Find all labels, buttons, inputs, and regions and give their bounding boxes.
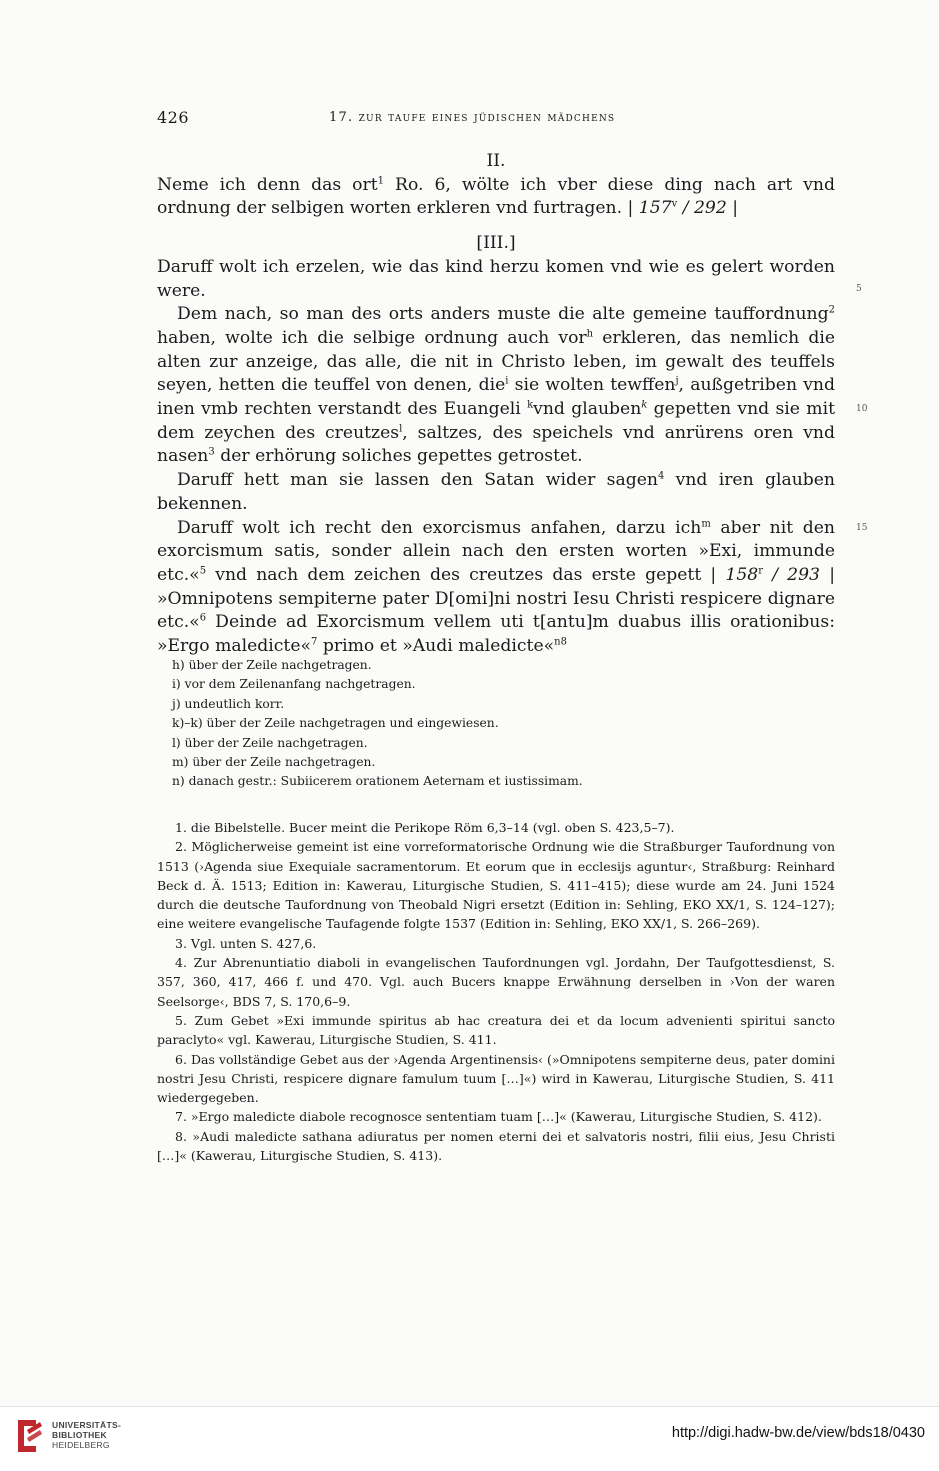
footnote-ref-1[interactable]: 1 xyxy=(377,174,385,186)
footnote: 3. Vgl. unten S. 427,6. xyxy=(175,935,317,951)
library-logo-text[interactable]: UNIVERSITÄTS- BIBLIOTHEK HEIDELBERG xyxy=(52,1420,122,1450)
library-logo-icon[interactable] xyxy=(14,1418,44,1454)
section-heading-iii: [III.] xyxy=(476,233,516,254)
main-text xyxy=(157,150,835,659)
line-number-5: 5 xyxy=(856,284,862,294)
footnote-ref-8[interactable]: n8 xyxy=(554,636,567,648)
page-header xyxy=(157,108,835,132)
textual-note: n) danach gestr.: Subiicerem orationem Aeternam et iustissimam. xyxy=(172,774,583,789)
running-head: 17. zur taufe eines jüdischen mädchens xyxy=(329,110,616,125)
line-number-10: 10 xyxy=(856,404,868,414)
footnote: 7. »Ergo maledicte diabole recognosce sententiam tuam […]« (Kawerau, Liturgische Studien, S. 412). xyxy=(175,1109,822,1125)
footnote-ref-7[interactable]: 7 xyxy=(311,636,318,648)
textual-note: l) über der Zeile nachgetragen. xyxy=(172,735,368,750)
textual-note: h) über der Zeile nachgetragen. xyxy=(172,658,372,672)
textual-note: j) undeutlich korr. xyxy=(172,696,285,711)
footnotes xyxy=(157,818,835,1165)
paragraph-3: Dem nach, so man des orts anders muste die alte gemeine tauffordnung$^2$ haben, wolte ich die selbige ordnung auch vor$^h$ erkleren, das nemlich die alten zur anzeige, das alle, die nit in Christo leben, im gewalt des teuffels seyen, hetten die teuffel von denen, die$^i$ sie wolten tewffen$^j$, außgetriben vnd inen vmb rechten verstandt des Euangeli $^k$vnd glauben$^k$ gepetten vnd sie mit dem zeychen des creutzes$^l$, saltzes, des speichels vnd anrürens oren vnd nasen$^3$ der erhörung soliches gepettes getrostet. xyxy=(157,304,835,467)
footnote: 6. Das vollständige Gebet aus der ›Agenda Argentinensis‹ (»Omnipotens sempiterne deus, pater domini nostri Jesu Christi, respicere dignare famulum tuum […]«) wird in Kawerau, Liturgische Studien, S. 411 wiedergegeben. xyxy=(157,1051,835,1106)
line-number-15: 15 xyxy=(856,523,868,533)
footnote-ref-3[interactable]: 3 xyxy=(208,446,215,458)
footnote: 4. Zur Abrenuntiatio diaboli in evangelischen Taufordnungen vgl. Jordahn, Der Taufgottesdienst, S. 357, 360, 417, 466 f. und 470. Vgl. auch Bucers knappe Erwähnung derselben in ›Von der waren Seelsorge‹, BDS 7, S. 170,6–9. xyxy=(157,955,835,1009)
footnote: 8. »Audi maledicte sathana adiuratus per nomen eterni dei et salvatoris nostri, filii eius, Jesu Christi […]« (Kawerau, Liturgische Studien, S. 413). xyxy=(157,1128,835,1164)
paragraph-5: Daruff wolt ich recht den exorcismus anfahen, darzu ich$^m$ aber nit den exorcismum satis, sonder allein nach den ersten worten »Exi, immunde etc.«$^5$ vnd nach dem zeichen des creutzes das erste gepett | 158$^r$ / 293 | »Omnipotens sempiterne pater D[omi]ni nostri Iesu Christi respicere dignare etc.«$^6$ Deinde ad Exorcismum vellem uti t[antu]m duabus illis orationibus: »Ergo maledicte«$^7$ primo et »Audi maledicte«$^{n8}$ xyxy=(157,517,835,657)
viewer-footer xyxy=(0,1406,939,1471)
footnote-ref-6[interactable]: 6 xyxy=(199,612,207,624)
footnote: 1. die Bibelstelle. Bucer meint die Perikope Röm 6,3–14 (vgl. oben S. 423,5–7). xyxy=(175,820,675,835)
footnote-ref-4[interactable]: 4 xyxy=(657,470,665,482)
paragraph-2: Daruff wolt ich erzelen, wie das kind herzu komen vnd wie es gelert worden were. xyxy=(157,256,835,301)
textual-note: k)–k) über der Zeile nachgetragen und eingewiesen. xyxy=(172,716,499,731)
footnote: 5. Zum Gebet »Exi immunde spiritus ab hac creatura dei et da locum advenienti spiritui sancto paraclyto« vgl. Kawerau, Liturgische Studien, S. 411. xyxy=(157,1012,835,1048)
section-heading-ii: II. xyxy=(486,151,506,171)
paragraph-1: Neme ich denn das ort$^1$ Ro. 6, wölte ich vber diese ding nach art vnd ordnung der selbigen worten erkleren vnd furtragen. | 157$^v$ / 292 | xyxy=(157,174,835,219)
textual-apparatus xyxy=(172,656,835,792)
permalink-url[interactable]: http://digi.hadw-bw.de/view/bds18/0430 xyxy=(671,1425,925,1441)
textual-note: i) vor dem Zeilenanfang nachgetragen. xyxy=(172,677,416,692)
textual-note: m) über der Zeile nachgetragen. xyxy=(172,755,376,770)
page-number: 426 xyxy=(157,108,190,127)
footnote-ref-2[interactable]: 2 xyxy=(828,304,835,316)
paragraph-4: Daruff hett man sie lassen den Satan wider sagen$^4$ vnd iren glauben bekennen. xyxy=(157,470,836,514)
footnote: 2. Möglicherweise gemeint ist eine vorreformatorische Ordnung wie die Straßburger Taufordnung von 1513 (›Agenda siue Exequiale sacramentorum. Et eorum que in ecclesijs aguntur‹, Straßburg: Reinhard Beck d. Ä. 1513; Edition in: Kawerau, Liturgische Studien, S. 411–415); diese wurde am 24. Juni 1524 durch die deutsche Taufordnung von Theobald Nigri ersetzt (Edition in: Sehling, EKO XX/1, S. 124–127); eine weitere evangelische Taufagende folgte 1537 (Edition in: Sehling, EKO XX/1, S. 266–269). xyxy=(157,839,835,932)
footnote-ref-5[interactable]: 5 xyxy=(199,565,207,577)
